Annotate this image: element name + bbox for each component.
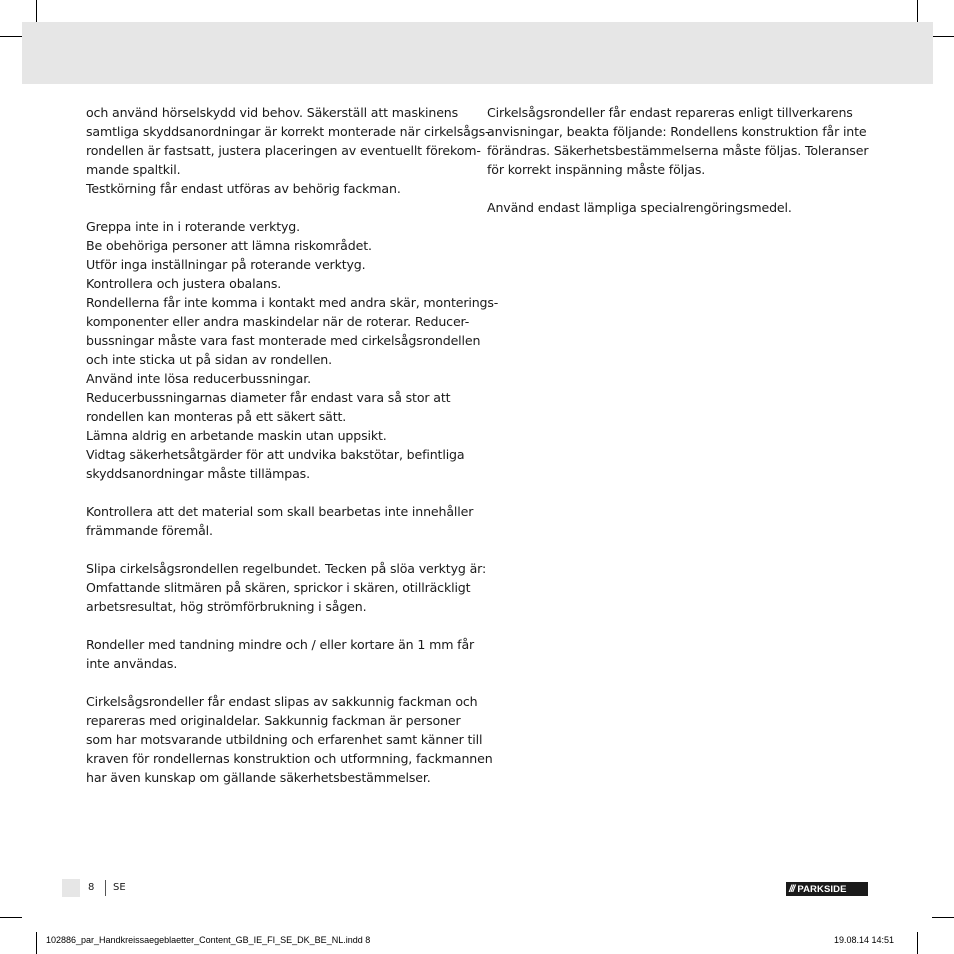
crop-mark-bottom-right-v	[917, 932, 918, 954]
text-line: anvisningar, beakta följande: Rondellens konstruktion får inte	[487, 124, 867, 139]
text-line: rondellen kan monteras på ett säkert sätt.	[86, 409, 347, 424]
text-line: har även kunskap om gällande säkerhetsbestämmelser.	[86, 770, 431, 785]
text-line: Slipa cirkelsågsrondellen regelbundet. Tecken på slöa verktyg är:	[86, 561, 487, 576]
footer-marker-square	[62, 879, 80, 897]
text-line: bussningar måste vara fast monterade med cirkelsågsrondellen	[86, 333, 481, 348]
text-line: Kontrollera att det material som skall bearbetas inte innehåller	[86, 504, 474, 519]
text-line: Cirkelsågsrondeller får endast slipas av sakkunnig fackman och	[86, 694, 478, 709]
text-line: Använd inte lösa reducerbussningar.	[86, 371, 311, 386]
language-code: SE	[113, 882, 126, 893]
right-text-column	[487, 103, 877, 217]
text-line: skyddsanordningar måste tillämpas.	[86, 466, 310, 481]
text-line: Använd endast lämpliga specialrengöringsmedel.	[487, 200, 792, 215]
text-line: inte användas.	[86, 656, 178, 671]
text-line: förändras. Säkerhetsbestämmelserna måste följas. Toleranser	[487, 143, 869, 158]
slug-filename: 102886_par_Handkreissaegeblaetter_Content_GB_IE_FI_SE_DK_BE_NL.indd 8	[46, 935, 371, 945]
crop-mark-top-right-h	[932, 36, 954, 37]
text-line: Testkörning får endast utföras av behörig fackman.	[86, 181, 401, 196]
text-line: rondellen är fastsatt, justera placeringen av eventuellt förekom-	[86, 143, 481, 158]
crop-mark-bottom-right-h	[932, 917, 954, 918]
header-band	[22, 22, 933, 84]
text-line: Omfattande slitmären på skären, sprickor i skären, otillräckligt	[86, 580, 471, 595]
text-line: Lämna aldrig en arbetande maskin utan uppsikt.	[86, 428, 387, 443]
text-line: komponenter eller andra maskindelar när de roterar. Reducer-	[86, 314, 470, 329]
paragraph-gap	[86, 673, 476, 692]
text-line: repareras med originaldelar. Sakkunnig fackman är personer	[86, 713, 461, 728]
text-line: samtliga skyddsanordningar är korrekt monterade när cirkelsågs-	[86, 124, 490, 139]
text-line: och använd hörselskydd vid behov. Säkerställ att maskinens	[86, 105, 459, 120]
text-line: Rondellerna får inte komma i kontakt med andra skär, monterings-	[86, 295, 499, 310]
text-line: Cirkelsågsrondeller får endast repareras enligt tillverkarens	[487, 105, 853, 120]
text-line: Utför inga inställningar på roterande verktyg.	[86, 257, 366, 272]
logo-text: PARKSIDE	[797, 883, 847, 895]
text-line: för korrekt inspänning måste följas.	[487, 162, 706, 177]
paragraph-gap	[487, 179, 877, 198]
crop-mark-top-left-h	[0, 36, 22, 37]
text-line: kraven för rondellernas konstruktion och utformning, fackmannen	[86, 751, 493, 766]
text-line: och inte sticka ut på sidan av rondellen.	[86, 352, 332, 367]
text-line: Be obehöriga personer att lämna riskområdet.	[86, 238, 372, 253]
parkside-logo	[786, 882, 868, 896]
crop-mark-bottom-left-h	[0, 917, 22, 918]
text-line: arbetsresultat, hög strömförbrukning i sågen.	[86, 599, 367, 614]
text-line: mande spaltkil.	[86, 162, 181, 177]
text-line: Rondeller med tandning mindre och / eller kortare än 1 mm får	[86, 637, 475, 652]
text-line: Reducerbussningarnas diameter får endast vara så stor att	[86, 390, 451, 405]
paragraph-gap	[86, 616, 476, 635]
footer-divider	[105, 880, 106, 896]
paragraph-gap	[86, 198, 476, 217]
text-line: Kontrollera och justera obalans.	[86, 276, 282, 291]
text-line: främmande föremål.	[86, 523, 213, 538]
text-line: Greppa inte in i roterande verktyg.	[86, 219, 300, 234]
text-line: som har motsvarande utbildning och erfarenhet samt känner till	[86, 732, 483, 747]
paragraph-gap	[86, 540, 476, 559]
page-number: 8	[88, 882, 95, 893]
crop-mark-top-right-v	[917, 0, 918, 22]
paragraph-gap	[86, 483, 476, 502]
logo-slashes-icon: ///	[789, 883, 795, 895]
left-text-column	[86, 103, 499, 787]
crop-mark-top-left-v	[36, 0, 37, 22]
text-line: Vidtag säkerhetsåtgärder för att undvika bakstötar, befintliga	[86, 447, 465, 462]
crop-mark-bottom-left-v	[36, 932, 37, 954]
slug-datetime: 19.08.14 14:51	[834, 935, 895, 945]
